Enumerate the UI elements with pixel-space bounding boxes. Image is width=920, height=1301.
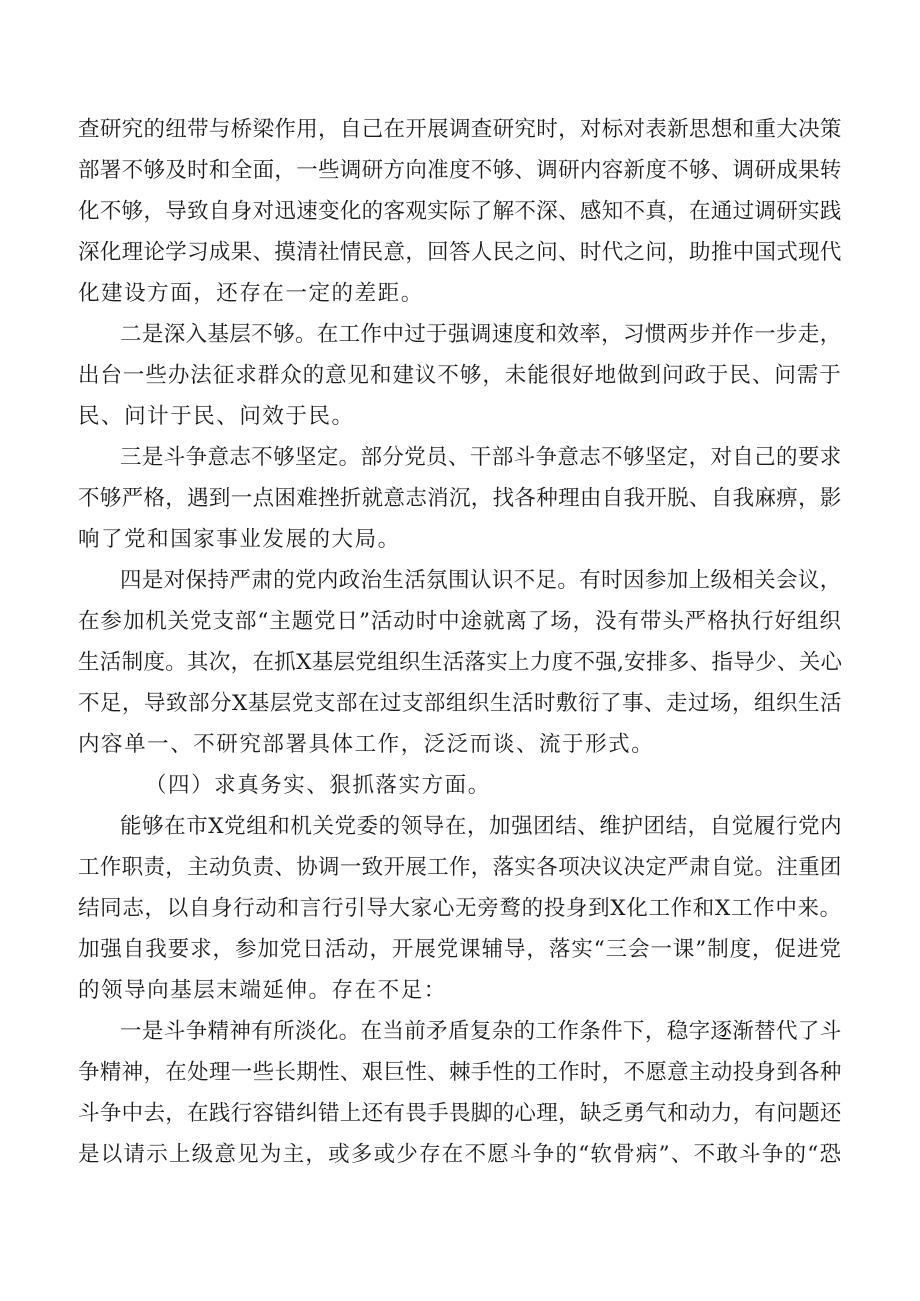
paragraph-start: 能够在市X党组和机关党委的领导在，加强团结、维护团结，自觉履行党内 xyxy=(120,814,843,839)
paragraph-start: 三是斗争意志不够坚定。部分党员、干部斗争意志不够坚定，对自己的要求 xyxy=(120,445,842,470)
section-heading: （四）求真务实、狠抓落实方面。 xyxy=(145,773,491,798)
paragraph-start: 二是深入基层不够。在工作中过于强调速度和效率，习惯两步并作一步走， xyxy=(120,322,842,347)
text-line: 民、问计于民、问效于民。 xyxy=(78,404,355,429)
text-line: 查研究的纽带与桥梁作用，自己在开展调查研究时，对标对表新思想和重大决策 xyxy=(78,117,842,142)
text-line: 深化理论学习成果、摸清社情民意，回答人民之问、时代之问，助推中国式现代 xyxy=(78,240,842,265)
text-line: 化建设方面，还存在一定的差距。 xyxy=(78,281,424,306)
text-line: 不足，导致部分X基层党支部在过支部组织生活时敷衍了事、走过场，组织生活 xyxy=(78,691,843,716)
text-line: 争精神，在处理一些长期性、艰巨性、棘手性的工作时，不愿意主动投身到各种 xyxy=(78,1060,842,1085)
paragraph-start: 一是斗争精神有所淡化。在当前矛盾复杂的工作条件下，稳字逐渐替代了斗 xyxy=(120,1019,842,1044)
text-line: 的领导向基层末端延伸。存在不足： xyxy=(78,978,447,1003)
text-line: 斗争中去，在践行容错纠错上还有畏手畏脚的心理，缺乏勇气和动力，有问题还 xyxy=(78,1101,842,1126)
paragraph-start: 四是对保持严肃的党内政治生活氛围认识不足。有时因参加上级相关会议， xyxy=(120,568,842,593)
text-line: 部署不够及时和全面，一些调研方向准度不够、调研内容新度不够、调研成果转 xyxy=(78,158,842,183)
text-line: 不够严格，遇到一点困难挫折就意志消沉，找各种理由自我开脱、自我麻痹，影 xyxy=(78,486,842,511)
text-line: 出台一些办法征求群众的意见和建议不够，未能很好地做到问政于民、问需于 xyxy=(78,363,842,388)
text-line: 内容单一、不研究部署具体工作，泛泛而谈、流于形式。 xyxy=(78,732,655,757)
text-line: 工作职责，主动负责、协调一致开展工作，落实各项决议决定严肃自觉。注重团 xyxy=(78,855,842,880)
text-line: 是以请示上级意见为主，或多或少存在不愿斗争的“软骨病”、不敢斗争的“恐 xyxy=(78,1142,843,1167)
text-line: 化不够，导致自身对迅速变化的客观实际了解不深、感知不真，在通过调研实践 xyxy=(78,199,842,224)
text-line: 结同志，以自身行动和言行引导大家心无旁鹜的投身到X化工作和X工作中来。 xyxy=(78,896,842,921)
text-line: 加强自我要求，参加党日活动，开展党课辅导，落实“三会一课”制度，促进党 xyxy=(78,937,842,962)
text-line: 响了党和国家事业发展的大局。 xyxy=(78,527,401,552)
text-line: 生活制度。其次，在抓X基层党组织生活落实上力度不强,安排多、指导少、关心 xyxy=(78,650,843,675)
text-line: 在参加机关党支部“主题党日”活动时中途就离了场，没有带头严格执行好组织 xyxy=(78,609,842,634)
